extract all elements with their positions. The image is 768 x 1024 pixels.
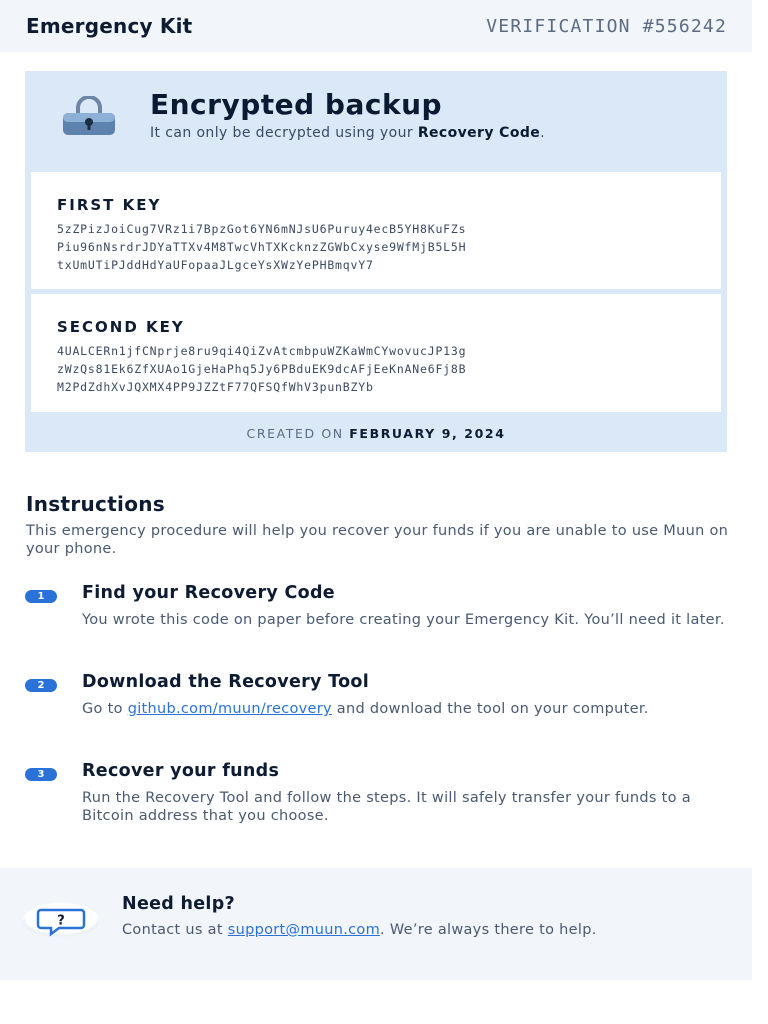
help-body	[122, 921, 722, 939]
step-body	[82, 700, 732, 718]
recovery-code-term: Recovery Code	[417, 125, 541, 141]
second-key-line: M2PdZdhXvJQXMX4PP9JZZtF77QFSQfWhV3punBZYb	[57, 380, 374, 394]
step-number-badge: 3	[25, 768, 57, 781]
help-chat-icon	[22, 901, 100, 939]
second-key-card	[31, 294, 721, 412]
recovery-tool-link[interactable]: github.com/muun/recovery	[127, 701, 332, 717]
second-key-value	[57, 342, 705, 396]
backup-subtitle-suffix: .	[540, 125, 546, 141]
backup-subtitle-prefix: It can only be decrypted using your	[150, 125, 418, 141]
step-number-badge: 1	[25, 590, 57, 603]
step-body-suffix: and download the tool on your computer.	[331, 701, 649, 717]
second-key-line: zWzQs81Ek6ZfXUAo1GjeHaPhq5Jy6PBduEK9dcAFjEeKnANe6Fj8B	[57, 362, 467, 376]
svg-text:?: ?	[57, 913, 65, 929]
help-body-suffix: . We’re always there to help.	[380, 922, 597, 938]
step-title: Find your Recovery Code	[82, 583, 335, 603]
first-key-value	[57, 220, 705, 274]
step-number-badge: 2	[25, 679, 57, 692]
instructions-intro: This emergency procedure will help you recover your funds if you are unable to use Muun on your phone.	[26, 523, 729, 557]
created-date-value: FEBRUARY 9, 2024	[349, 426, 506, 441]
header	[0, 0, 752, 52]
second-key-label: SECOND KEY	[57, 318, 185, 336]
backup-title: Encrypted backup	[150, 88, 443, 121]
first-key-label: FIRST KEY	[57, 196, 162, 214]
verification-code: VERIFICATION #556242	[486, 16, 727, 37]
step-title: Download the Recovery Tool	[82, 672, 370, 692]
first-key-line: txUmUTiPJddHdYaUFopaaJLgceYsXWzYePHBmqvY7	[57, 258, 374, 272]
step-title: Recover your funds	[82, 761, 280, 781]
first-key-card	[31, 172, 721, 289]
first-key-line: 5zZPizJoiCug7VRz1i7BpzGot6YN6mNJsU6Puruy4ecB5YH8KuFZs	[57, 222, 467, 236]
second-key-line: 4UALCERn1jfCNprje8ru9qi4QiZvAtcmbpuWZKaWmCYwovucJP13g	[57, 344, 467, 358]
lock-icon	[62, 96, 116, 136]
step-body: You wrote this code on paper before creating your Emergency Kit. You’ll need it later.	[82, 612, 725, 628]
instructions-title: Instructions	[26, 492, 166, 516]
help-title: Need help?	[122, 894, 236, 914]
created-prefix: CREATED ON	[246, 426, 350, 441]
header-title: Emergency Kit	[26, 14, 193, 38]
support-email-link[interactable]: support@muun.com	[227, 922, 381, 938]
step-body: Run the Recovery Tool and follow the steps. It will safely transfer your funds to a Bitcoin address that you choose.	[82, 790, 691, 824]
help-body-prefix: Contact us at	[122, 922, 228, 938]
first-key-line: Piu96nNsrdrJDYaTTXv4M8TwcVhTXKcknzZGWbCxyse9WfMjB5L5H	[57, 240, 467, 254]
step-body-prefix: Go to	[82, 701, 128, 717]
backup-subtitle	[150, 124, 670, 142]
created-date	[25, 426, 727, 441]
